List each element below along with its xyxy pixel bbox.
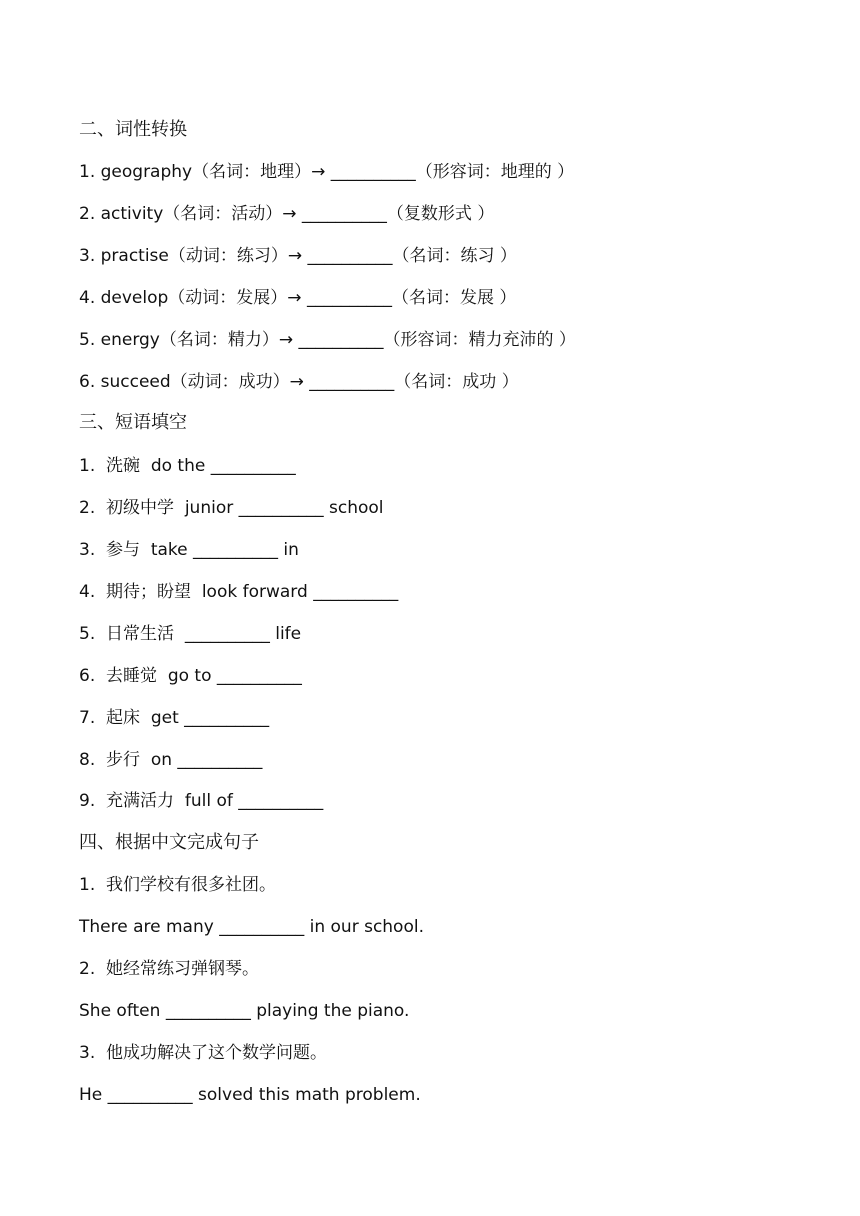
phrase-item-4: 4. 期待；盼望 look forward __________: [79, 582, 399, 602]
sentence-answer-1: There are many __________ in our school.: [79, 917, 424, 937]
word-form-item-1: 1. geography（名词：地理）→ __________（形容词：地理的 ）: [79, 162, 575, 182]
phrase-item-5: 5. 日常生活 __________ life: [79, 624, 302, 644]
phrase-item-3: 3. 参与 take __________ in: [79, 540, 299, 560]
word-form-item-4: 4. develop（动词：发展）→ __________（名词：发展 ）: [79, 288, 517, 308]
section-heading-word-forms: 二、词性转换: [79, 119, 187, 140]
sentence-prompt-1: 1. 我们学校有很多社团。: [79, 875, 277, 895]
phrase-item-9: 9. 充满活力 full of __________: [79, 791, 324, 811]
phrase-item-2: 2. 初级中学 junior __________ school: [79, 498, 384, 518]
section-heading-sentences: 四、根据中文完成句子: [79, 832, 259, 853]
phrase-item-7: 7. 起床 get __________: [79, 708, 270, 728]
word-form-item-5: 5. energy（名词：精力）→ __________（形容词：精力充沛的 ）: [79, 330, 576, 350]
sentence-answer-2: She often __________ playing the piano.: [79, 1001, 410, 1021]
word-form-item-2: 2. activity（名词：活动）→ __________（复数形式 ）: [79, 204, 495, 224]
phrase-item-6: 6. 去睡觉 go to __________: [79, 666, 302, 686]
section-heading-phrases: 三、短语填空: [79, 412, 187, 433]
sentence-answer-3: He __________ solved this math problem.: [79, 1085, 421, 1105]
sentence-prompt-2: 2. 她经常练习弹钢琴。: [79, 959, 260, 979]
phrase-item-8: 8. 步行 on __________: [79, 750, 263, 770]
word-form-item-6: 6. succeed（动词：成功）→ __________（名词：成功 ）: [79, 372, 519, 392]
phrase-item-1: 1. 洗碗 do the __________: [79, 456, 296, 476]
sentence-prompt-3: 3. 他成功解决了这个数学问题。: [79, 1043, 328, 1063]
word-form-item-3: 3. practise（动词：练习）→ __________（名词：练习 ）: [79, 246, 517, 266]
